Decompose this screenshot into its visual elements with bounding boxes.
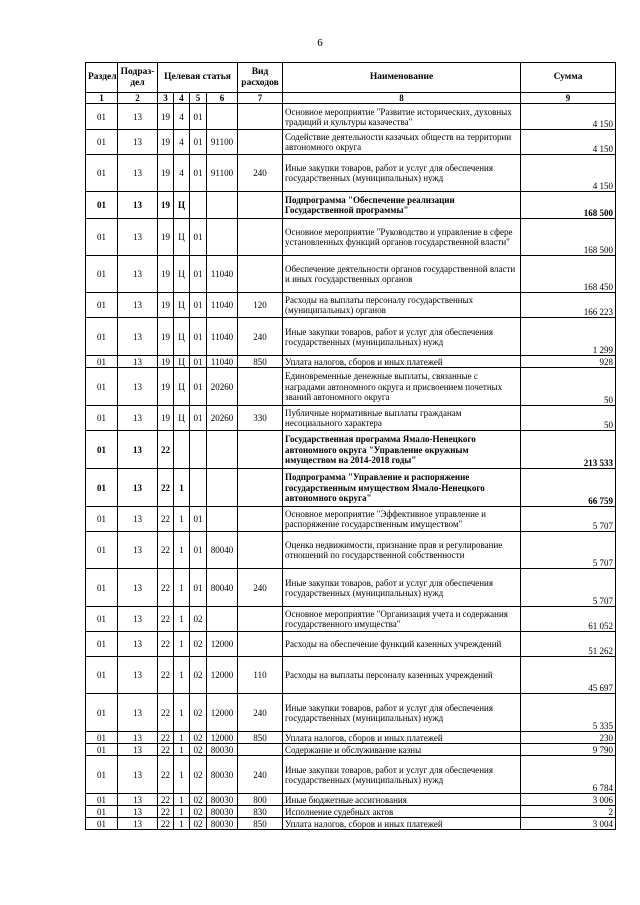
podrazdel-cell: 13 <box>118 732 158 744</box>
direction-code-cell: 11040 <box>207 256 238 293</box>
podrazdel-cell: 13 <box>118 130 158 155</box>
direction-code-cell: 12000 <box>207 632 238 657</box>
expense-type-cell: 240 <box>238 318 283 356</box>
budget-table <box>85 62 616 830</box>
item-name-cell: Исполнение судебных актов <box>283 806 521 818</box>
col-number: 3 <box>158 93 174 104</box>
subprogram-code-cell: Ц <box>174 368 190 406</box>
amount-cell: 6 784 <box>521 756 616 794</box>
podrazdel-cell: 13 <box>118 507 158 532</box>
table-row <box>86 256 616 293</box>
podrazdel-cell: 13 <box>118 318 158 356</box>
event-code-cell: 02 <box>190 818 207 830</box>
col-number: 7 <box>238 93 283 104</box>
event-code-cell: 02 <box>190 794 207 806</box>
expense-type-cell <box>238 507 283 532</box>
program-code-cell: 22 <box>158 744 174 756</box>
item-name-cell: Иные закупки товаров, работ и услуг для обеспечения государственных (муниципальных) нужд <box>283 155 521 192</box>
direction-code-cell: 80040 <box>207 532 238 569</box>
razdel-cell: 01 <box>86 130 118 155</box>
item-name-cell: Иные закупки товаров, работ и услуг для обеспечения государственных (муниципальных) нужд <box>283 569 521 607</box>
table-row <box>86 406 616 431</box>
header-tselevaya: Целевая статья <box>158 63 238 93</box>
expense-type-cell <box>238 368 283 406</box>
event-code-cell: 01 <box>190 532 207 569</box>
col-number: 5 <box>190 93 207 104</box>
table-row <box>86 368 616 406</box>
subprogram-code-cell: Ц <box>174 318 190 356</box>
item-name-cell: Иные закупки товаров, работ и услуг для обеспечения государственных (муниципальных) нужд <box>283 756 521 794</box>
table-row <box>86 219 616 256</box>
item-name-cell: Уплата налогов, сборов и иных платежей <box>283 732 521 744</box>
event-code-cell: 02 <box>190 806 207 818</box>
event-code-cell: 01 <box>190 318 207 356</box>
expense-type-cell: 850 <box>238 818 283 830</box>
razdel-cell: 01 <box>86 607 118 632</box>
col-number: 8 <box>283 93 521 104</box>
direction-code-cell: 80030 <box>207 794 238 806</box>
table-row <box>86 431 616 469</box>
podrazdel-cell: 13 <box>118 607 158 632</box>
podrazdel-cell: 13 <box>118 219 158 256</box>
event-code-cell: 02 <box>190 744 207 756</box>
subprogram-code-cell: 1 <box>174 532 190 569</box>
razdel-cell: 01 <box>86 293 118 318</box>
podrazdel-cell: 13 <box>118 794 158 806</box>
table-row <box>86 469 616 507</box>
program-code-cell: 19 <box>158 130 174 155</box>
amount-cell: 166 223 <box>521 293 616 318</box>
subprogram-code-cell: 1 <box>174 732 190 744</box>
event-code-cell: 01 <box>190 104 207 130</box>
event-code-cell: 01 <box>190 356 207 368</box>
item-name-cell: Публичные нормативные выплаты гражданам несоциального характера <box>283 406 521 431</box>
razdel-cell: 01 <box>86 694 118 732</box>
program-code-cell: 19 <box>158 368 174 406</box>
razdel-cell: 01 <box>86 744 118 756</box>
subprogram-code-cell: 1 <box>174 469 190 507</box>
program-code-cell: 22 <box>158 431 174 469</box>
subprogram-code-cell: 1 <box>174 569 190 607</box>
podrazdel-cell: 13 <box>118 532 158 569</box>
direction-code-cell: 80030 <box>207 806 238 818</box>
item-name-cell: Подпрограмма "Управление и распоряжение государственным имуществом Ямало-Ненецкого автономного округа" <box>283 469 521 507</box>
col-number: 1 <box>86 93 118 104</box>
program-code-cell: 22 <box>158 794 174 806</box>
direction-code-cell: 91100 <box>207 130 238 155</box>
direction-code-cell: 20260 <box>207 368 238 406</box>
podrazdel-cell: 13 <box>118 694 158 732</box>
razdel-cell: 01 <box>86 192 118 219</box>
program-code-cell: 22 <box>158 732 174 744</box>
amount-cell: 213 533 <box>521 431 616 469</box>
direction-code-cell <box>207 507 238 532</box>
subprogram-code-cell: 1 <box>174 744 190 756</box>
podrazdel-cell: 13 <box>118 406 158 431</box>
amount-cell: 4 150 <box>521 130 616 155</box>
razdel-cell: 01 <box>86 368 118 406</box>
direction-code-cell <box>207 469 238 507</box>
podrazdel-cell: 13 <box>118 104 158 130</box>
razdel-cell: 01 <box>86 155 118 192</box>
item-name-cell: Содержание и обслуживание казны <box>283 744 521 756</box>
program-code-cell: 19 <box>158 219 174 256</box>
razdel-cell: 01 <box>86 532 118 569</box>
event-code-cell: 01 <box>190 507 207 532</box>
item-name-cell: Расходы на выплаты персоналу государственных (муниципальных) органов <box>283 293 521 318</box>
subprogram-code-cell: Ц <box>174 192 190 219</box>
direction-code-cell: 80040 <box>207 569 238 607</box>
amount-cell: 50 <box>521 406 616 431</box>
table-row <box>86 607 616 632</box>
expense-type-cell: 240 <box>238 155 283 192</box>
event-code-cell: 01 <box>190 219 207 256</box>
item-name-cell: Оценка недвижимости, признание прав и регулирование отношений по государственной собственности <box>283 532 521 569</box>
table-row <box>86 632 616 657</box>
event-code-cell: 01 <box>190 130 207 155</box>
amount-cell: 168 450 <box>521 256 616 293</box>
direction-code-cell: 80030 <box>207 744 238 756</box>
program-code-cell: 22 <box>158 657 174 694</box>
amount-cell: 1 299 <box>521 318 616 356</box>
podrazdel-cell: 13 <box>118 155 158 192</box>
subprogram-code-cell: 4 <box>174 155 190 192</box>
razdel-cell: 01 <box>86 632 118 657</box>
item-name-cell: Расходы на обеспечение функций казенных учреждений <box>283 632 521 657</box>
expense-type-cell <box>238 431 283 469</box>
program-code-cell: 22 <box>158 818 174 830</box>
direction-code-cell <box>207 192 238 219</box>
event-code-cell: 01 <box>190 256 207 293</box>
program-code-cell: 22 <box>158 806 174 818</box>
podrazdel-cell: 13 <box>118 806 158 818</box>
direction-code-cell: 11040 <box>207 318 238 356</box>
page-number: 6 <box>317 37 323 49</box>
table-row <box>86 806 616 818</box>
amount-cell: 5 707 <box>521 532 616 569</box>
podrazdel-cell: 13 <box>118 744 158 756</box>
event-code-cell: 01 <box>190 406 207 431</box>
direction-code-cell: 11040 <box>207 356 238 368</box>
direction-code-cell <box>207 104 238 130</box>
table-row <box>86 318 616 356</box>
expense-type-cell <box>238 532 283 569</box>
table-row <box>86 732 616 744</box>
expense-type-cell <box>238 219 283 256</box>
subprogram-code-cell: 1 <box>174 607 190 632</box>
program-code-cell: 19 <box>158 256 174 293</box>
expense-type-cell <box>238 469 283 507</box>
table-row <box>86 569 616 607</box>
expense-type-cell: 850 <box>238 732 283 744</box>
subprogram-code-cell: Ц <box>174 293 190 318</box>
razdel-cell: 01 <box>86 818 118 830</box>
expense-type-cell <box>238 256 283 293</box>
razdel-cell: 01 <box>86 469 118 507</box>
amount-cell: 9 790 <box>521 744 616 756</box>
event-code-cell <box>190 469 207 507</box>
podrazdel-cell: 13 <box>118 756 158 794</box>
podrazdel-cell: 13 <box>118 293 158 318</box>
program-code-cell: 22 <box>158 632 174 657</box>
item-name-cell: Уплата налогов, сборов и иных платежей <box>283 818 521 830</box>
subprogram-code-cell: 1 <box>174 657 190 694</box>
razdel-cell: 01 <box>86 569 118 607</box>
event-code-cell: 01 <box>190 569 207 607</box>
direction-code-cell: 80030 <box>207 756 238 794</box>
program-code-cell: 22 <box>158 756 174 794</box>
item-name-cell: Основное мероприятие "Эффективное управление и распоряжение государственным имуществом" <box>283 507 521 532</box>
subprogram-code-cell: 1 <box>174 507 190 532</box>
table-row <box>86 657 616 694</box>
subprogram-code-cell: Ц <box>174 356 190 368</box>
direction-code-cell: 20260 <box>207 406 238 431</box>
header-sum: Сумма <box>521 63 616 93</box>
subprogram-code-cell: 1 <box>174 794 190 806</box>
event-code-cell: 01 <box>190 155 207 192</box>
podrazdel-cell: 13 <box>118 256 158 293</box>
event-code-cell: 02 <box>190 607 207 632</box>
razdel-cell: 01 <box>86 657 118 694</box>
direction-code-cell <box>207 431 238 469</box>
direction-code-cell: 91100 <box>207 155 238 192</box>
table-row <box>86 356 616 368</box>
item-name-cell: Основное мероприятие "Развитие исторических, духовных традиций и культуры казачества" <box>283 104 521 130</box>
amount-cell: 45 697 <box>521 657 616 694</box>
table-row <box>86 507 616 532</box>
subprogram-code-cell: 1 <box>174 694 190 732</box>
header-vid: Вид расходов <box>238 63 283 93</box>
table-row <box>86 104 616 130</box>
expense-type-cell: 120 <box>238 293 283 318</box>
razdel-cell: 01 <box>86 507 118 532</box>
program-code-cell: 19 <box>158 293 174 318</box>
item-name-cell: Основное мероприятие "Руководство и управление в сфере установленных функций органов государственной власти" <box>283 219 521 256</box>
program-code-cell: 22 <box>158 607 174 632</box>
event-code-cell: 02 <box>190 632 207 657</box>
subprogram-code-cell: 4 <box>174 130 190 155</box>
expense-type-cell: 240 <box>238 569 283 607</box>
podrazdel-cell: 13 <box>118 569 158 607</box>
expense-type-cell: 800 <box>238 794 283 806</box>
podrazdel-cell: 13 <box>118 192 158 219</box>
amount-cell: 3 006 <box>521 794 616 806</box>
amount-cell: 5 707 <box>521 507 616 532</box>
col-number: 4 <box>174 93 190 104</box>
table-row <box>86 794 616 806</box>
event-code-cell <box>190 192 207 219</box>
expense-type-cell <box>238 130 283 155</box>
expense-type-cell <box>238 104 283 130</box>
item-name-cell: Единовременные денежные выплаты, связанные с наградами автономного округа и присвоением почетных званий автономного округа <box>283 368 521 406</box>
program-code-cell: 22 <box>158 569 174 607</box>
amount-cell: 4 150 <box>521 104 616 130</box>
expense-type-cell: 830 <box>238 806 283 818</box>
podrazdel-cell: 13 <box>118 368 158 406</box>
table-row <box>86 293 616 318</box>
direction-code-cell: 12000 <box>207 694 238 732</box>
event-code-cell: 01 <box>190 368 207 406</box>
program-code-cell: 22 <box>158 469 174 507</box>
razdel-cell: 01 <box>86 732 118 744</box>
table-row <box>86 155 616 192</box>
program-code-cell: 19 <box>158 155 174 192</box>
program-code-cell: 19 <box>158 192 174 219</box>
direction-code-cell <box>207 219 238 256</box>
direction-code-cell <box>207 607 238 632</box>
razdel-cell: 01 <box>86 756 118 794</box>
amount-cell: 928 <box>521 356 616 368</box>
event-code-cell: 01 <box>190 293 207 318</box>
amount-cell: 51 262 <box>521 632 616 657</box>
direction-code-cell: 12000 <box>207 657 238 694</box>
item-name-cell: Государственная программа Ямало-Ненецкого автономного округа "Управление окружным имуществом на 2014-2018 годы" <box>283 431 521 469</box>
podrazdel-cell: 13 <box>118 469 158 507</box>
amount-cell: 2 <box>521 806 616 818</box>
event-code-cell <box>190 431 207 469</box>
item-name-cell: Содействие деятельности казачьих обществ на территории автономного округа <box>283 130 521 155</box>
program-code-cell: 22 <box>158 507 174 532</box>
amount-cell: 230 <box>521 732 616 744</box>
header-podrazdel: Подраз-дел <box>118 63 158 93</box>
item-name-cell: Подпрограмма "Обеспечение реализации Государственной программы" <box>283 192 521 219</box>
table-row <box>86 192 616 219</box>
item-name-cell: Основное мероприятие "Организация учета и содержания государственного имущества" <box>283 607 521 632</box>
subprogram-code-cell: Ц <box>174 406 190 431</box>
subprogram-code-cell: 1 <box>174 818 190 830</box>
subprogram-code-cell: Ц <box>174 256 190 293</box>
program-code-cell: 19 <box>158 406 174 431</box>
event-code-cell: 02 <box>190 657 207 694</box>
event-code-cell: 02 <box>190 756 207 794</box>
amount-cell: 3 004 <box>521 818 616 830</box>
podrazdel-cell: 13 <box>118 657 158 694</box>
subprogram-code-cell: 1 <box>174 632 190 657</box>
subprogram-code-cell: Ц <box>174 219 190 256</box>
expense-type-cell: 850 <box>238 356 283 368</box>
program-code-cell: 19 <box>158 318 174 356</box>
program-code-cell: 22 <box>158 694 174 732</box>
amount-cell: 5 335 <box>521 694 616 732</box>
subprogram-code-cell <box>174 431 190 469</box>
table-row <box>86 756 616 794</box>
subprogram-code-cell: 4 <box>174 104 190 130</box>
amount-cell: 50 <box>521 368 616 406</box>
event-code-cell: 02 <box>190 694 207 732</box>
col-number: 6 <box>207 93 238 104</box>
amount-cell: 5 707 <box>521 569 616 607</box>
razdel-cell: 01 <box>86 406 118 431</box>
podrazdel-cell: 13 <box>118 356 158 368</box>
item-name-cell: Иные бюджетные ассигнования <box>283 794 521 806</box>
podrazdel-cell: 13 <box>118 818 158 830</box>
subprogram-code-cell: 1 <box>174 756 190 794</box>
item-name-cell: Иные закупки товаров, работ и услуг для обеспечения государственных (муниципальных) нужд <box>283 318 521 356</box>
podrazdel-cell: 13 <box>118 431 158 469</box>
expense-type-cell: 110 <box>238 657 283 694</box>
table-row <box>86 744 616 756</box>
item-name-cell: Иные закупки товаров, работ и услуг для обеспечения государственных (муниципальных) нужд <box>283 694 521 732</box>
expense-type-cell <box>238 607 283 632</box>
razdel-cell: 01 <box>86 104 118 130</box>
table-row <box>86 818 616 830</box>
item-name-cell: Обеспечение деятельности органов государственной власти и иных государственных органов <box>283 256 521 293</box>
table-row <box>86 694 616 732</box>
table-row <box>86 130 616 155</box>
razdel-cell: 01 <box>86 318 118 356</box>
razdel-cell: 01 <box>86 219 118 256</box>
expense-type-cell <box>238 192 283 219</box>
expense-type-cell <box>238 744 283 756</box>
amount-cell: 4 150 <box>521 155 616 192</box>
col-number: 2 <box>118 93 158 104</box>
subprogram-code-cell: 1 <box>174 806 190 818</box>
header-razdel: Раздел <box>86 63 118 93</box>
event-code-cell: 02 <box>190 732 207 744</box>
header-name: Наименование <box>283 63 521 93</box>
expense-type-cell: 240 <box>238 756 283 794</box>
program-code-cell: 19 <box>158 356 174 368</box>
program-code-cell: 22 <box>158 532 174 569</box>
razdel-cell: 01 <box>86 794 118 806</box>
item-name-cell: Расходы на выплаты персоналу казенных учреждений <box>283 657 521 694</box>
razdel-cell: 01 <box>86 256 118 293</box>
direction-code-cell: 80030 <box>207 818 238 830</box>
col-number: 9 <box>521 93 616 104</box>
column-number-row <box>86 93 616 104</box>
expense-type-cell <box>238 632 283 657</box>
razdel-cell: 01 <box>86 356 118 368</box>
amount-cell: 66 759 <box>521 469 616 507</box>
program-code-cell: 19 <box>158 104 174 130</box>
razdel-cell: 01 <box>86 806 118 818</box>
expense-type-cell: 330 <box>238 406 283 431</box>
amount-cell: 168 500 <box>521 192 616 219</box>
razdel-cell: 01 <box>86 431 118 469</box>
direction-code-cell: 12000 <box>207 732 238 744</box>
amount-cell: 168 500 <box>521 219 616 256</box>
item-name-cell: Уплата налогов, сборов и иных платежей <box>283 356 521 368</box>
amount-cell: 61 052 <box>521 607 616 632</box>
direction-code-cell: 11040 <box>207 293 238 318</box>
podrazdel-cell: 13 <box>118 632 158 657</box>
table-row <box>86 532 616 569</box>
expense-type-cell: 240 <box>238 694 283 732</box>
